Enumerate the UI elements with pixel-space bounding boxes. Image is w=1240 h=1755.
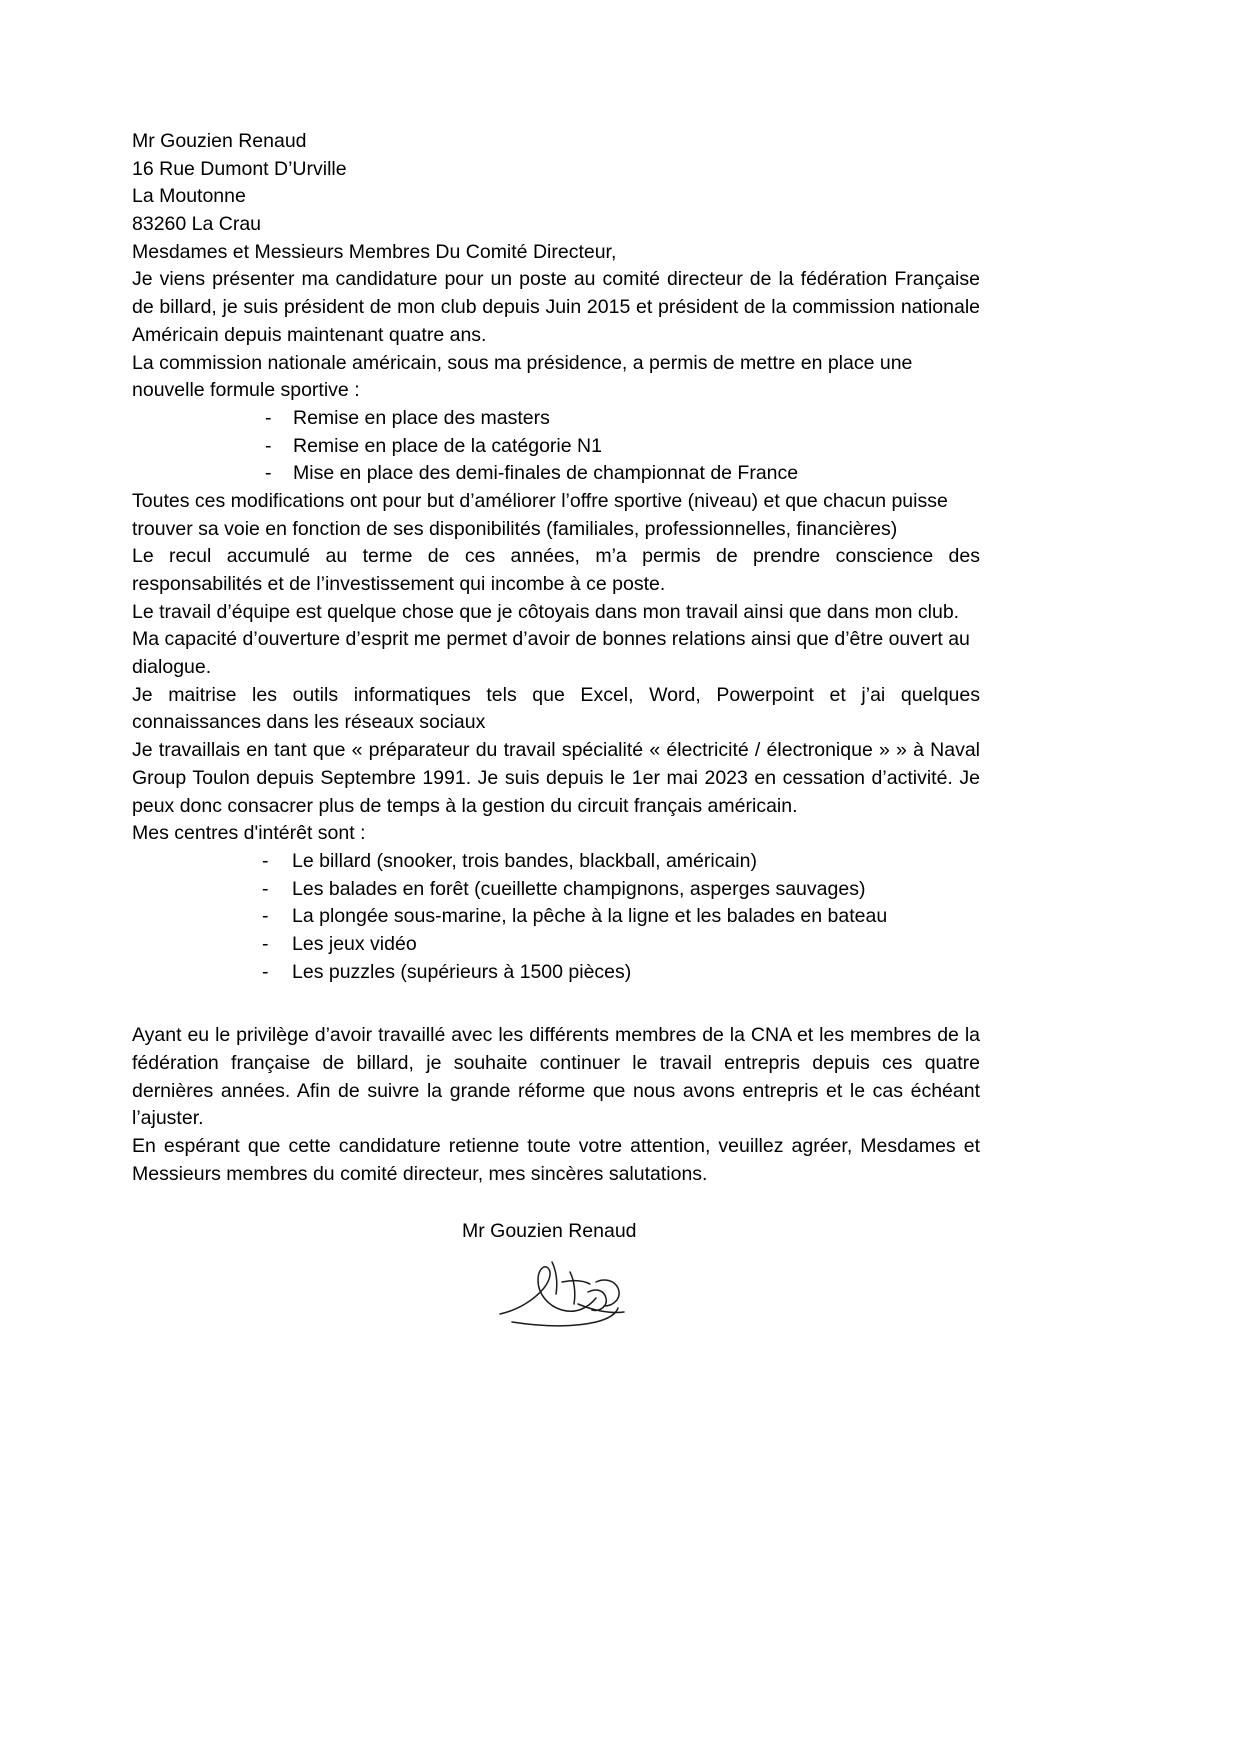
sender-name: Mr Gouzien Renaud	[132, 130, 307, 152]
paragraph-9: Ayant eu le privilège d’avoir travaillé avec les différents membres de la CNA et les membres de la fédération française de billard, je souhaite continuer le travail entrepris depuis ces quatre dernières années. Afin de suivre la grande réforme que nous avons entrepris et le cas échéant l’ajuster.	[132, 1024, 980, 1130]
list-item-label: Mise en place des demi-finales de championnat de France	[293, 462, 799, 485]
salutation: Mesdames et Messieurs Membres Du Comité Directeur,	[132, 240, 617, 263]
list-item	[132, 405, 980, 433]
paragraph-7: Je travaillais en tant que « préparateur du travail spécialité « électricité / électronique » » à Naval Group Toulon depuis Septembre 1991. Je suis depuis le 1er mai 2023 en cessation d’activité. Je peux donc consacrer plus de temps à la gestion du circuit français américain.	[132, 739, 980, 817]
list-item	[132, 876, 980, 904]
bullet-marker: -	[265, 434, 272, 457]
list-item-label: La plongée sous-marine, la pêche à la ligne et les balades en bateau	[292, 905, 888, 928]
sender-address	[132, 128, 980, 239]
paragraph-6: Je maitrise les outils informatiques tels que Excel, Word, Powerpoint et j’ai quelques connaissances dans les réseaux sociaux	[132, 683, 980, 734]
paragraph-3: Toutes ces modifications ont pour but d’améliorer l’offre sportive (niveau) et que chacun puisse trouver sa voie en fonction de ses disponibilités (familiales, professionnelles, financières)	[132, 489, 948, 540]
list-sportive-changes	[132, 405, 980, 488]
bullet-marker: -	[262, 905, 269, 928]
spacer	[132, 986, 980, 1022]
bullet-marker: -	[265, 462, 272, 485]
list-item-label: Les balades en forêt (cueillette champignons, asperges sauvages)	[292, 877, 866, 900]
bullet-marker: -	[262, 849, 269, 872]
sender-street: 16 Rue Dumont D’Urville	[132, 157, 347, 180]
paragraph-2: La commission nationale américain, sous ma présidence, a permis de mettre en place une nouvelle formule sportive :	[132, 351, 913, 402]
list-item-label: Les jeux vidéo	[292, 932, 417, 955]
letter-body	[132, 128, 980, 1347]
list-item-label: Remise en place de la catégorie N1	[293, 434, 602, 457]
sender-locality: La Moutonne	[132, 185, 246, 208]
paragraph-8: Mes centres d'intérêt sont :	[132, 822, 366, 845]
sender-city: 83260 La Crau	[132, 213, 262, 236]
list-item	[132, 848, 980, 876]
bullet-marker: -	[262, 932, 269, 955]
list-item	[132, 460, 980, 488]
signature-image	[492, 1252, 662, 1347]
paragraph-10: En espérant que cette candidature retienne toute votre attention, veuillez agréer, Mesdames et Messieurs membres du comité directeur, mes sincères salutations.	[132, 1135, 980, 1185]
closing-name: Mr Gouzien Renaud	[462, 1220, 637, 1243]
paragraph-5: Le travail d’équipe est quelque chose que je côtoyais dans mon travail ainsi que dans mon club. Ma capacité d’ouverture d’esprit me permet d’avoir de bonnes relations ainsi que d’être ouvert au dialogue.	[132, 600, 970, 679]
list-item-label: Remise en place des masters	[293, 406, 550, 429]
list-item	[132, 959, 980, 987]
bullet-marker: -	[265, 406, 272, 429]
list-item-label: Les puzzles (supérieurs à 1500 pièces)	[292, 960, 632, 983]
list-item	[132, 931, 980, 959]
list-item	[132, 903, 980, 931]
paragraph-1: Je viens présenter ma candidature pour un poste au comité directeur de la fédération Française de billard, je suis président de mon club depuis Juin 2015 et président de la commission nationale Américain depuis maintenant quatre ans.	[132, 268, 980, 346]
bullet-marker: -	[262, 877, 269, 900]
paragraph-4: Le recul accumulé au terme de ces années, m’a permis de prendre conscience des responsabilités et de l’investissement qui incombe à ce poste.	[132, 545, 980, 595]
list-item	[132, 433, 980, 461]
bullet-marker: -	[262, 960, 269, 983]
list-interests	[132, 848, 980, 986]
list-item-label: Le billard (snooker, trois bandes, blackball, américain)	[292, 849, 757, 872]
